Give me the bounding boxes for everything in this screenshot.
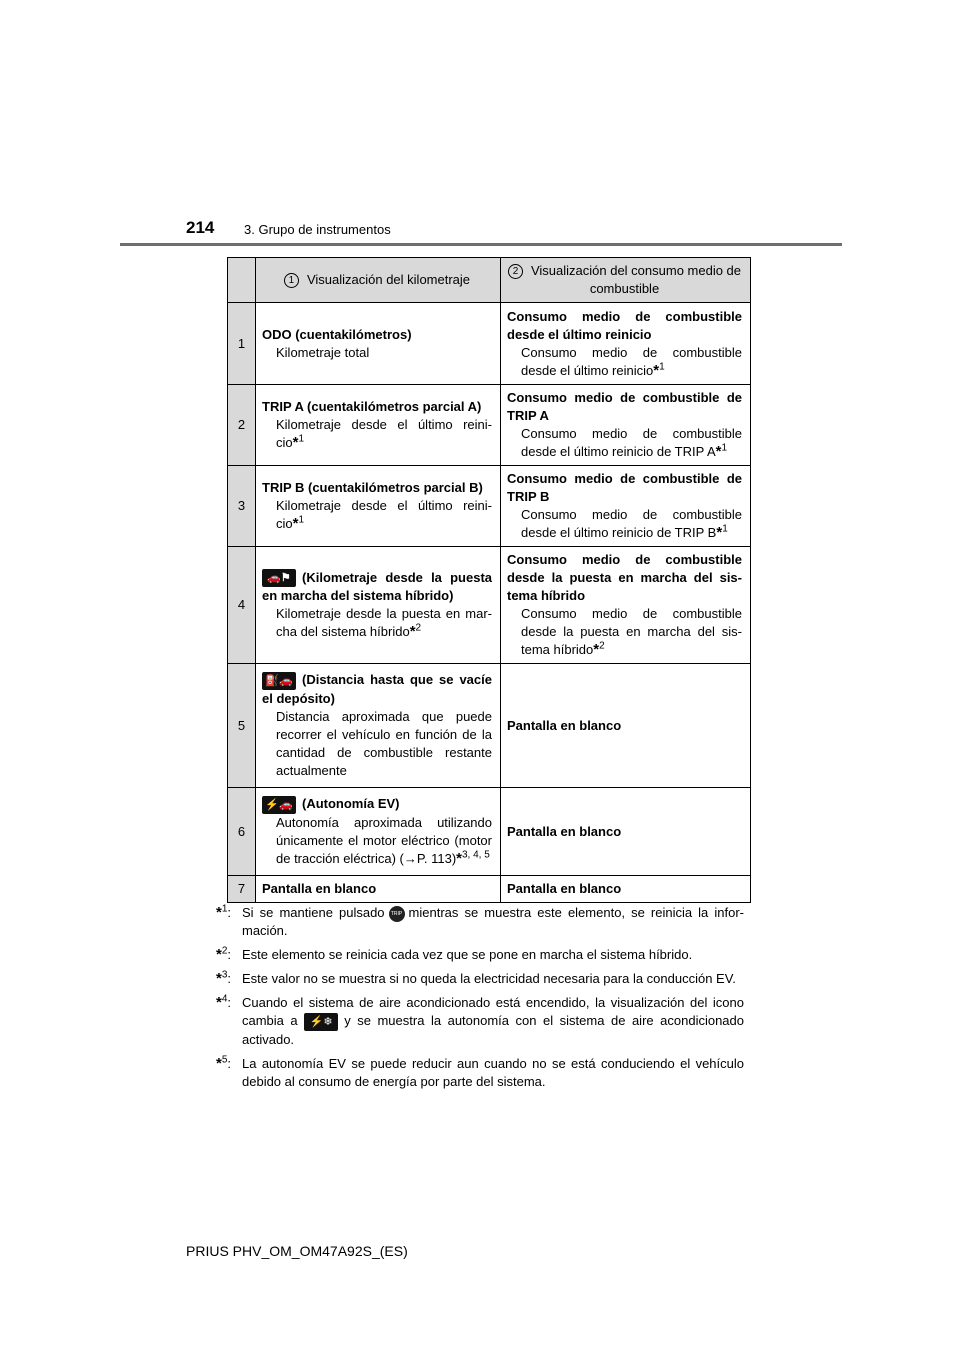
asterisk: * bbox=[292, 434, 299, 451]
row-number: 6 bbox=[228, 788, 256, 876]
cell-fuel bbox=[501, 876, 751, 903]
circled-2: 2 bbox=[508, 264, 523, 279]
asterisk: * bbox=[715, 443, 722, 460]
item-desc-wrap bbox=[507, 425, 742, 461]
footnote-ref: 1 bbox=[722, 523, 728, 535]
footnote-number: 4 bbox=[221, 993, 228, 1005]
cell-fuel bbox=[501, 303, 751, 385]
item-title: Consumo medio de combustible de TRIP B bbox=[507, 471, 742, 504]
footnote-ref: 2 bbox=[415, 622, 422, 634]
footnote-text: y se muestra la autonomía con el sistema de aire acondicionado activado. bbox=[242, 1013, 745, 1047]
item-desc: Autonomía aproximada utilizando únicamente el motor eléctrico (motor de tracción eléctrica) (→P. 113) bbox=[276, 814, 492, 866]
item-title: TRIP B (cuentakilómetros parcial B) bbox=[262, 480, 483, 495]
asterisk: * bbox=[409, 623, 416, 641]
item-title: Pantalla en blanco bbox=[262, 881, 377, 896]
footnote-number: 3 bbox=[221, 969, 228, 981]
footnote-marker: *$^5$: bbox=[216, 1054, 232, 1072]
item-title-wrap bbox=[262, 795, 492, 814]
item-desc: Consumo medio de combustible desde el último reinicio bbox=[521, 344, 742, 378]
asterisk: * bbox=[716, 524, 723, 541]
row-number: 2 bbox=[228, 385, 256, 466]
item-title: Pantalla en blanco bbox=[507, 717, 622, 733]
hybrid-start-flag-icon: 🚗⚑ bbox=[262, 569, 296, 587]
info-table bbox=[227, 257, 751, 903]
footnote-marker: *$^1$: bbox=[216, 903, 232, 921]
footnote-text: mientras se muestra este elemento, se reinicia la infor-mación. bbox=[242, 905, 744, 938]
page-number: 214 bbox=[186, 218, 215, 237]
item-desc-wrap bbox=[507, 506, 742, 542]
footnote-number: 1 bbox=[221, 903, 228, 915]
row-number: 1 bbox=[228, 303, 256, 385]
item-desc: Distancia aproximada que puede recorrer el vehículo en función de la cantidad de combustible restante actualmente bbox=[276, 708, 492, 778]
circled-1: 1 bbox=[284, 273, 299, 288]
asterisk: * bbox=[292, 515, 299, 532]
item-title-wrap bbox=[262, 671, 492, 708]
asterisk: * bbox=[593, 641, 600, 658]
ev-range-icon: ⚡🚗 bbox=[262, 796, 296, 814]
ev-ac-range-icon: ⚡❄ bbox=[304, 1013, 338, 1031]
item-desc: Kilometraje desde la puesta en mar-cha del sistema híbrido bbox=[276, 606, 492, 640]
table-row bbox=[228, 547, 751, 664]
footnote bbox=[216, 994, 744, 1049]
footnote-marker: *$^4$: bbox=[216, 993, 232, 1011]
footnote-ref: 1 bbox=[298, 514, 305, 526]
table-header bbox=[228, 258, 751, 303]
footnote-marker: *$^3$: bbox=[216, 969, 232, 987]
row-number: 3 bbox=[228, 466, 256, 547]
footnote-marker: *$^2$: bbox=[216, 945, 232, 963]
fuel-range-icon: ⛽🚗 bbox=[262, 672, 296, 690]
item-desc-wrap bbox=[507, 344, 742, 380]
item-desc: Consumo medio de combustible desde el último reinicio de TRIP B bbox=[521, 507, 742, 540]
asterisk: * bbox=[456, 849, 462, 867]
header-rule bbox=[120, 243, 842, 246]
cell-fuel bbox=[501, 547, 751, 664]
item-title: (Distancia hasta que se vacíe el depósito) bbox=[262, 672, 492, 706]
trip-button-icon: TRIP bbox=[389, 906, 405, 922]
header-blank bbox=[228, 258, 256, 303]
cell-odometer bbox=[256, 788, 501, 876]
footnote bbox=[216, 946, 744, 964]
item-title: (Autonomía EV) bbox=[302, 796, 400, 812]
item-title-wrap bbox=[262, 569, 492, 606]
cell-odometer bbox=[256, 547, 501, 664]
cell-odometer bbox=[256, 466, 501, 547]
footnote bbox=[216, 970, 744, 988]
asterisk: * bbox=[653, 361, 660, 379]
cell-odometer bbox=[256, 385, 501, 466]
table-row bbox=[228, 788, 751, 876]
item-desc-wrap bbox=[262, 605, 492, 641]
footnote-ref: 3, 4, 5 bbox=[462, 849, 490, 861]
footnote-text: Si se mantiene pulsado bbox=[242, 905, 385, 920]
item-desc: Kilometraje desde el último reini-cio bbox=[276, 417, 492, 450]
header-fuel bbox=[501, 258, 751, 303]
item-title: Consumo medio de combustible desde el último reinicio bbox=[507, 308, 742, 342]
footnote-ref: 1 bbox=[298, 433, 305, 445]
header-odometer-label: Visualización del kilometraje bbox=[306, 272, 471, 287]
footnote-number: 5 bbox=[221, 1054, 228, 1066]
item-desc: Consumo medio de combustible desde el último reinicio de TRIP A bbox=[521, 426, 742, 459]
item-desc: Consumo medio de combustible desde la puesta en marcha del sis-tema híbrido bbox=[521, 606, 742, 657]
cell-odometer bbox=[256, 303, 501, 385]
cell-fuel bbox=[501, 664, 751, 788]
table-row bbox=[228, 303, 751, 385]
footnote-text: Este elemento se reinicia cada vez que se pone en marcha el sistema híbrido. bbox=[242, 947, 693, 962]
item-desc: Kilometraje total bbox=[276, 344, 370, 360]
table-row bbox=[228, 466, 751, 547]
table-row bbox=[228, 385, 751, 466]
cell-fuel bbox=[501, 788, 751, 876]
row-number: 4 bbox=[228, 547, 256, 664]
row-number: 5 bbox=[228, 664, 256, 788]
cell-odometer bbox=[256, 664, 501, 788]
item-desc-wrap bbox=[262, 416, 492, 452]
item-title: Pantalla en blanco bbox=[507, 881, 622, 896]
footnote-text: La autonomía EV se puede reducir aun cuando no se está conduciendo el vehículo debido al consumo de energía por parte del sistema. bbox=[242, 1055, 744, 1089]
item-title: Consumo medio de combustible de TRIP A bbox=[507, 390, 742, 423]
cell-fuel bbox=[501, 466, 751, 547]
item-desc: Kilometraje desde el último reini-cio bbox=[276, 498, 492, 531]
item-desc-wrap bbox=[507, 605, 742, 659]
item-desc-wrap bbox=[262, 497, 492, 533]
footnote bbox=[216, 1055, 744, 1091]
item-title: Consumo medio de combustible desde la puesta en marcha del sis-tema híbrido bbox=[507, 552, 742, 603]
item-desc-wrap bbox=[262, 814, 492, 868]
header-fuel-label: Visualización del consumo medio de combustible bbox=[530, 263, 742, 296]
footnote-text: Cuando el sistema de aire acondicionado está encendido, la visualización del icono cambia a bbox=[242, 995, 744, 1028]
footnote-ref: 2 bbox=[599, 640, 605, 652]
footnote-text: Este valor no se muestra si no queda la electricidad necesaria para la conducción EV. bbox=[242, 971, 736, 986]
document-code: PRIUS PHV_OM_OM47A92S_(ES) bbox=[186, 1243, 408, 1259]
table-row bbox=[228, 876, 751, 903]
section-title: 3. Grupo de instrumentos bbox=[244, 222, 391, 237]
item-title: (Kilometraje desde la puesta en marcha del sistema híbrido) bbox=[262, 569, 492, 604]
item-title: Pantalla en blanco bbox=[507, 823, 622, 839]
cell-fuel bbox=[501, 385, 751, 466]
footnote-ref: 1 bbox=[721, 442, 728, 454]
cell-odometer bbox=[256, 876, 501, 903]
row-number: 7 bbox=[228, 876, 256, 903]
header-odometer bbox=[256, 258, 501, 303]
footnote bbox=[216, 904, 744, 940]
footnote-ref: 1 bbox=[659, 361, 665, 373]
footnotes bbox=[216, 904, 744, 1097]
table-row bbox=[228, 664, 751, 788]
item-title: TRIP A (cuentakilómetros parcial A) bbox=[262, 399, 482, 414]
item-title: ODO (cuentakilómetros) bbox=[262, 326, 412, 342]
footnote-number: 2 bbox=[221, 945, 228, 957]
